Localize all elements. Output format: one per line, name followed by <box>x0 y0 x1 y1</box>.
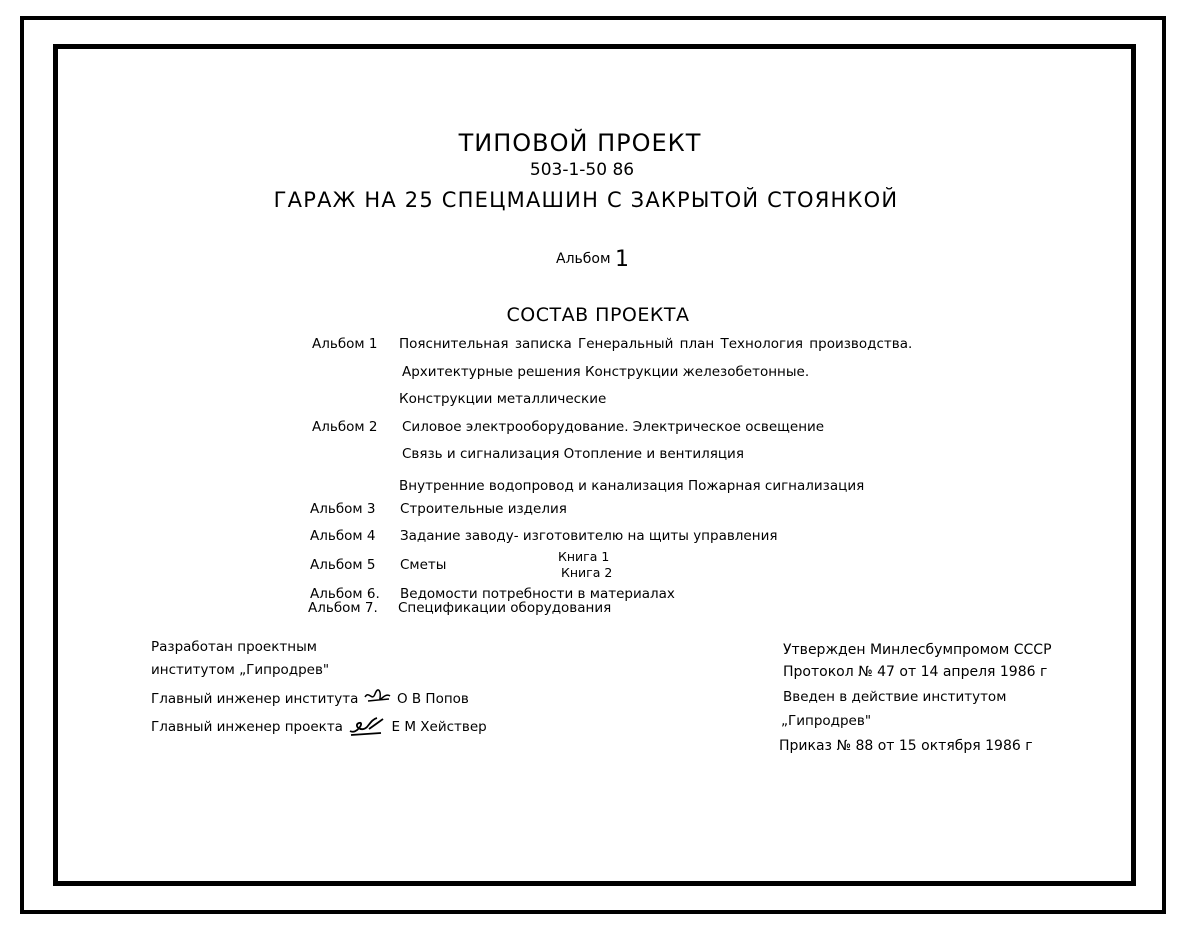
approval-line-3: Введен в действие институтом <box>783 689 1007 705</box>
album-3-line-1: Строительные изделия <box>400 501 567 517</box>
album-5-book-2: Книга 2 <box>561 565 613 580</box>
chief-institute-row <box>151 688 469 707</box>
album-6-line-1: Ведомости потребности в материалах <box>400 586 675 602</box>
approval-order: Приказ № 88 от 15 октября 1986 г <box>779 738 1033 754</box>
developer-line-2: институтом „Гипродрев" <box>151 662 330 678</box>
approval-line-1: Утвержден Минлесбумпромом СССР <box>783 642 1052 658</box>
chief-project-label: Главный инженер проекта <box>151 719 343 735</box>
signature-kheystver-icon <box>347 715 387 737</box>
document-title: ТИПОВОЙ ПРОЕКТ <box>458 129 702 157</box>
album-heading-number: 1 <box>615 247 629 272</box>
composition-heading: СОСТАВ ПРОЕКТА <box>506 304 690 326</box>
project-subtitle: ГАРАЖ НА 25 СПЕЦМАШИН С ЗАКРЫТОЙ СТОЯНКОЙ <box>273 188 899 212</box>
album-3-label: Альбом 3 <box>310 501 376 517</box>
album-2-line-2: Связь и сигнализация Отопление и вентиляция <box>402 446 744 462</box>
signature-popov-icon <box>363 688 393 706</box>
album-2-label: Альбом 2 <box>312 419 378 435</box>
album-6-label: Альбом 6. <box>310 586 380 602</box>
chief-project-name: Е М Хействер <box>391 719 487 735</box>
album-1-line-3: Конструкции металлические <box>399 391 607 407</box>
album-5-line-1: Сметы <box>400 557 447 573</box>
album-2-line-1: Силовое электрооборудование. Электрическое освещение <box>402 419 825 435</box>
album-heading-label: Альбом <box>556 251 611 267</box>
album-5-book-1: Книга 1 <box>558 549 610 564</box>
album-5-label: Альбом 5 <box>310 557 376 573</box>
album-1-label: Альбом 1 <box>312 336 378 352</box>
album-7-label: Альбом 7. <box>308 600 378 616</box>
developer-line-1: Разработан проектным <box>151 639 317 655</box>
approval-line-4: „Гипродрев" <box>781 713 872 729</box>
album-2-line-3: Внутренние водопровод и канализация Пожарная сигнализация <box>399 478 865 494</box>
project-number: 503-1-50 86 <box>529 160 635 180</box>
album-7-line-1: Спецификации оборудования <box>398 600 612 616</box>
album-heading <box>556 249 629 271</box>
chief-institute-label: Главный инженер института <box>151 691 359 707</box>
album-1-line-2: Архитектурные решения Конструкции железобетонные. <box>402 364 810 380</box>
album-4-line-1: Задание заводу- изготовителю на щиты управления <box>400 528 778 544</box>
chief-project-row <box>151 715 487 737</box>
album-4-label: Альбом 4 <box>310 528 376 544</box>
chief-institute-name: О В Попов <box>396 691 469 707</box>
album-1-line-1: Пояснительная записка Генеральный план Технология производства. <box>399 336 913 352</box>
approval-protocol: Протокол № 47 от 14 апреля 1986 г <box>783 664 1048 680</box>
